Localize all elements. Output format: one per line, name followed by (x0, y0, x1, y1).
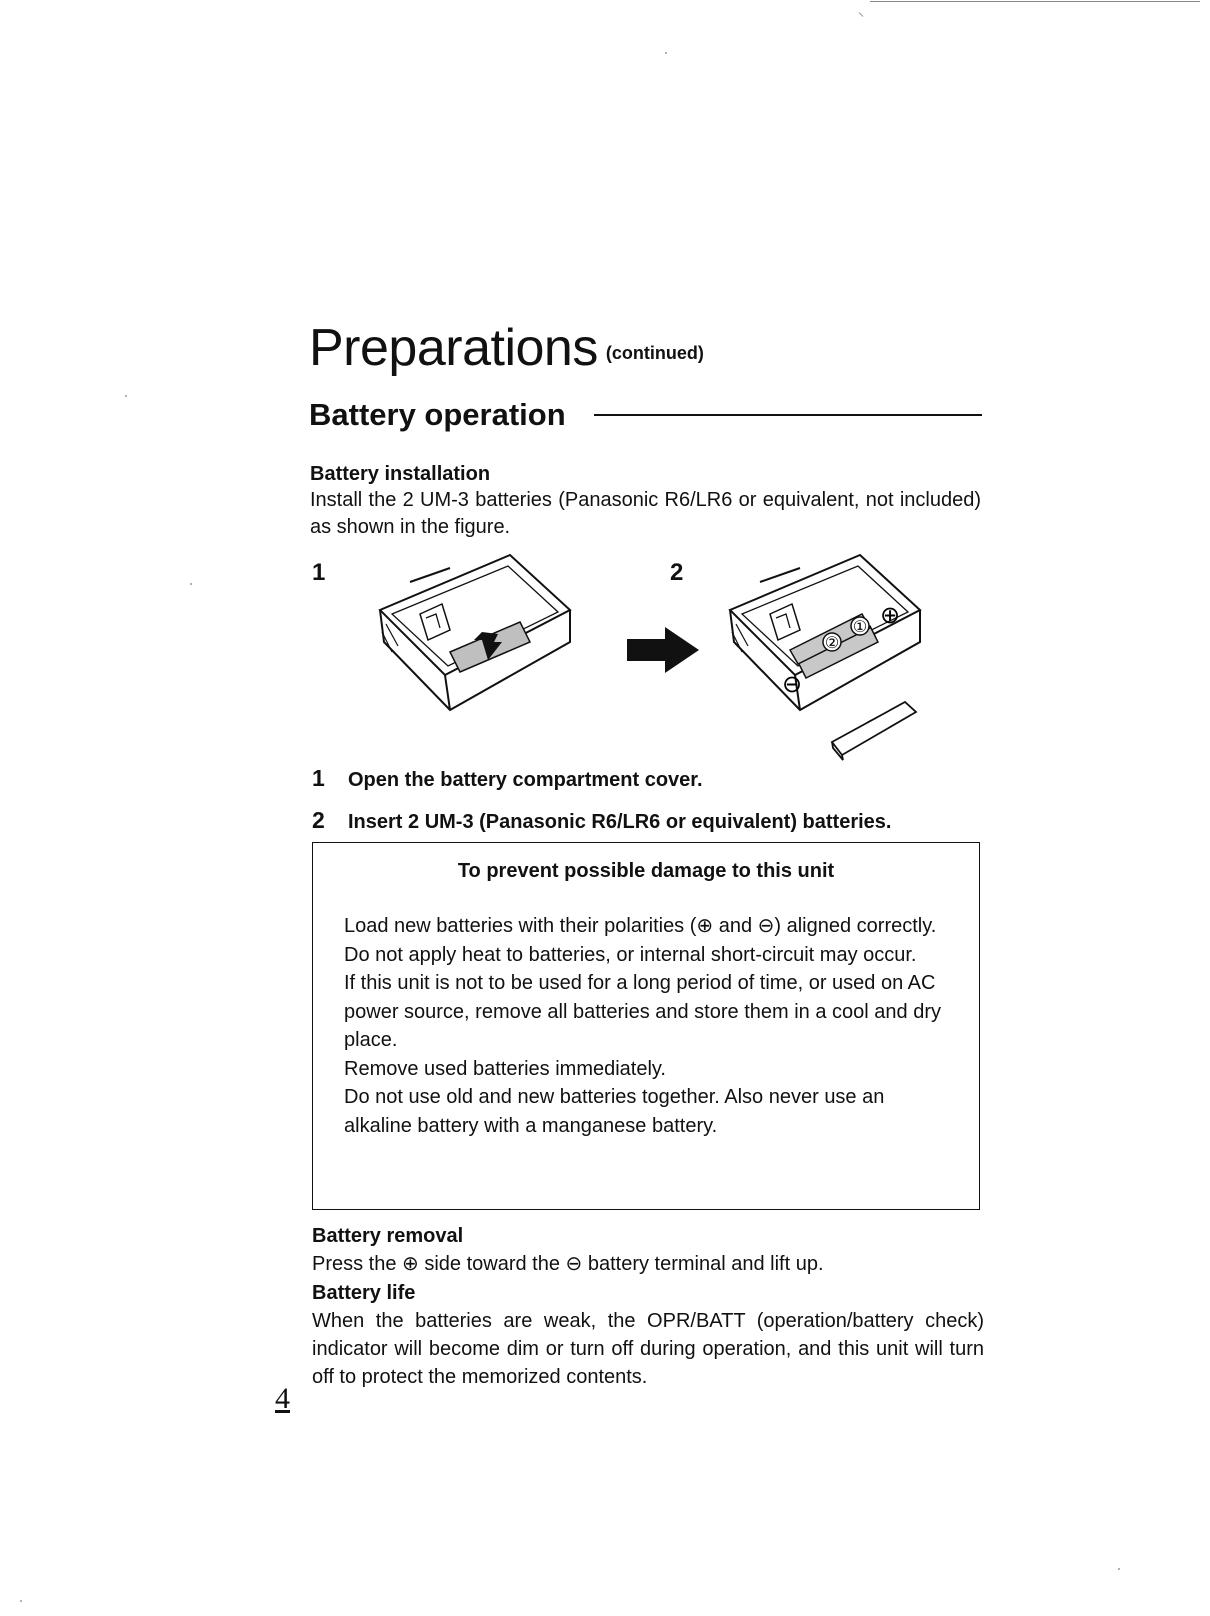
removed-battery-cover (832, 702, 916, 760)
plus-terminal-icon: ⊕ (879, 602, 901, 629)
page-number: 4 (275, 1382, 290, 1415)
battery-life-heading: Battery life (312, 1282, 416, 1304)
figure-label-2: 2 (670, 559, 684, 586)
section-heading: Battery operation (309, 397, 566, 432)
warning-box (312, 842, 980, 1210)
warning-box-body (344, 912, 949, 1140)
figure-unit-cover-closed (370, 550, 600, 730)
battery-removal-text: Press the ⊕ side toward the ⊖ battery terminal and lift up. (312, 1253, 824, 1275)
scan-speck (665, 52, 667, 54)
terminal-2-label: ② (824, 635, 840, 652)
step-2-number: 2 (312, 807, 325, 833)
warning-line: If this unit is not to be used for a long period of time, or used on AC power source, remove all batteries and store them in a cool and dry place. (344, 972, 941, 1051)
step-1 (312, 765, 703, 793)
step-2 (312, 807, 891, 835)
battery-installation-heading: Battery installation (310, 463, 491, 485)
figure-label-1: 1 (312, 559, 326, 586)
page-title-text: Preparations (309, 319, 598, 377)
battery-removal-heading: Battery removal (312, 1225, 464, 1247)
step-1-number: 1 (312, 765, 325, 791)
warning-line: Do not apply heat to batteries, or internal short-circuit may occur. (344, 943, 917, 966)
battery-life-text: When the batteries are weak, the OPR/BATT (operation/battery check) indicator will become dim or turn off during operation, and this unit will turn off to protect the memorized contents. (312, 1310, 984, 1388)
minus-terminal-icon: ⊖ (781, 671, 803, 698)
step-1-text: Open the battery compartment cover. (348, 769, 703, 791)
scan-speck (190, 583, 192, 585)
warning-box-title: To prevent possible damage to this unit (457, 860, 835, 882)
warning-line: Load new batteries with their polarities (⊕ and ⊖) aligned correctly. (344, 915, 937, 937)
section-heading-rule (594, 414, 982, 416)
page-title-suffix: (continued) (605, 343, 704, 363)
scan-speck (125, 395, 127, 397)
battery-installation-intro: Install the 2 UM-3 batteries (Panasonic R6/LR6 or equivalent, not included) as shown in the figure. (310, 489, 981, 538)
scan-speck (1118, 1568, 1120, 1570)
scan-speck (859, 12, 864, 17)
warning-line: Do not use old and new batteries together. Also never use an alkaline battery with a manganese battery. (344, 1086, 885, 1137)
scan-speck (20, 1600, 22, 1602)
step-2-text: Insert 2 UM-3 (Panasonic R6/LR6 or equivalent) batteries. (348, 811, 892, 833)
terminal-1-label: ① (852, 619, 868, 636)
figure-unit-batteries-inserted (720, 550, 960, 780)
warning-line: Remove used batteries immediately. (344, 1057, 666, 1080)
page-title (309, 318, 704, 383)
right-arrow-icon (625, 625, 705, 675)
scan-edge-line (870, 1, 1200, 2)
